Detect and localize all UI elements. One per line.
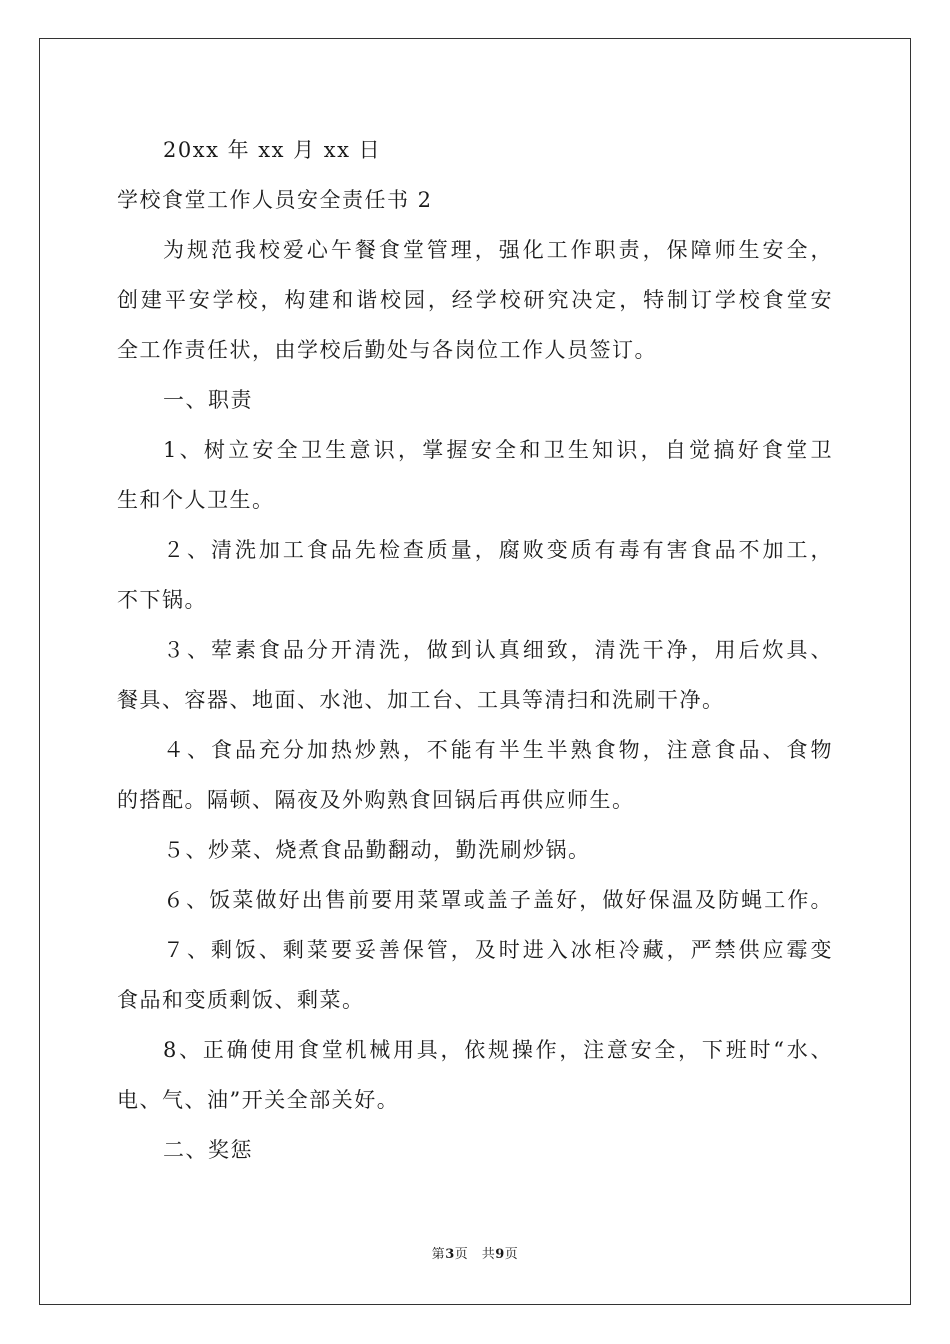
footer-page-suffix: 页 — [504, 1247, 519, 1262]
intro-line-1: 为规范我校爱心午餐食堂管理，强化工作职责，保障师生安全， — [163, 238, 833, 262]
item-4-line-2: 的搭配。隔顿、隔夜及外购熟食回锅后再供应师生。 — [117, 788, 635, 812]
item-3-line-2: 餐具、容器、地面、水池、加工台、工具等清扫和洗刷干净。 — [117, 688, 725, 712]
footer-page-number: 3 — [445, 1247, 455, 1262]
item-1-line-2: 生和个人卫生。 — [117, 488, 275, 512]
intro-line-2: 创建平安学校，构建和谐校园，经学校研究决定，特制订学校食堂安 — [117, 288, 833, 312]
section-heading-rewards: 二、奖惩 — [163, 1138, 253, 1162]
item-6-line-1: ６、饭菜做好出售前要用菜罩或盖子盖好，做好保温及防蝇工作。 — [163, 888, 833, 912]
footer-page-total: 9 — [495, 1247, 505, 1262]
date-line: 20xx 年 xx 月 xx 日 — [163, 138, 382, 162]
item-3-line-1: ３、荤素食品分开清洗，做到认真细致，清洗干净，用后炊具、 — [163, 638, 833, 662]
document-title: 学校食堂工作人员安全责任书 2 — [117, 188, 433, 212]
item-7-line-1: ７、剩饭、剩菜要妥善保管，及时进入冰柜冷藏，严禁供应霉变 — [163, 938, 833, 962]
footer-page-mid: 页 共 — [454, 1247, 496, 1262]
item-4-line-1: ４、食品充分加热炒熟，不能有半生半熟食物，注意食品、食物 — [163, 738, 833, 762]
page-footer — [0, 1245, 950, 1265]
item-8-line-1: 8、正确使用食堂机械用具，依规操作，注意安全，下班时“水、 — [163, 1038, 833, 1062]
intro-line-3: 全工作责任状，由学校后勤处与各岗位工作人员签订。 — [117, 338, 657, 362]
item-1-line-1: 1、树立安全卫生意识，掌握安全和卫生知识，自觉搞好食堂卫 — [163, 438, 833, 462]
item-2-line-1: ２、清洗加工食品先检查质量，腐败变质有毒有害食品不加工， — [163, 538, 833, 562]
item-7-line-2: 食品和变质剩饭、剩菜。 — [117, 988, 365, 1012]
section-heading-duties: 一、职责 — [163, 388, 253, 412]
item-2-line-2: 不下锅。 — [117, 588, 207, 612]
item-5-line-1: ５、炒菜、烧煮食品勤翻动，勤洗刷炒锅。 — [163, 838, 591, 862]
item-8-line-2: 电、气、油”开关全部关好。 — [117, 1088, 400, 1112]
footer-page-prefix: 第 — [431, 1247, 446, 1262]
